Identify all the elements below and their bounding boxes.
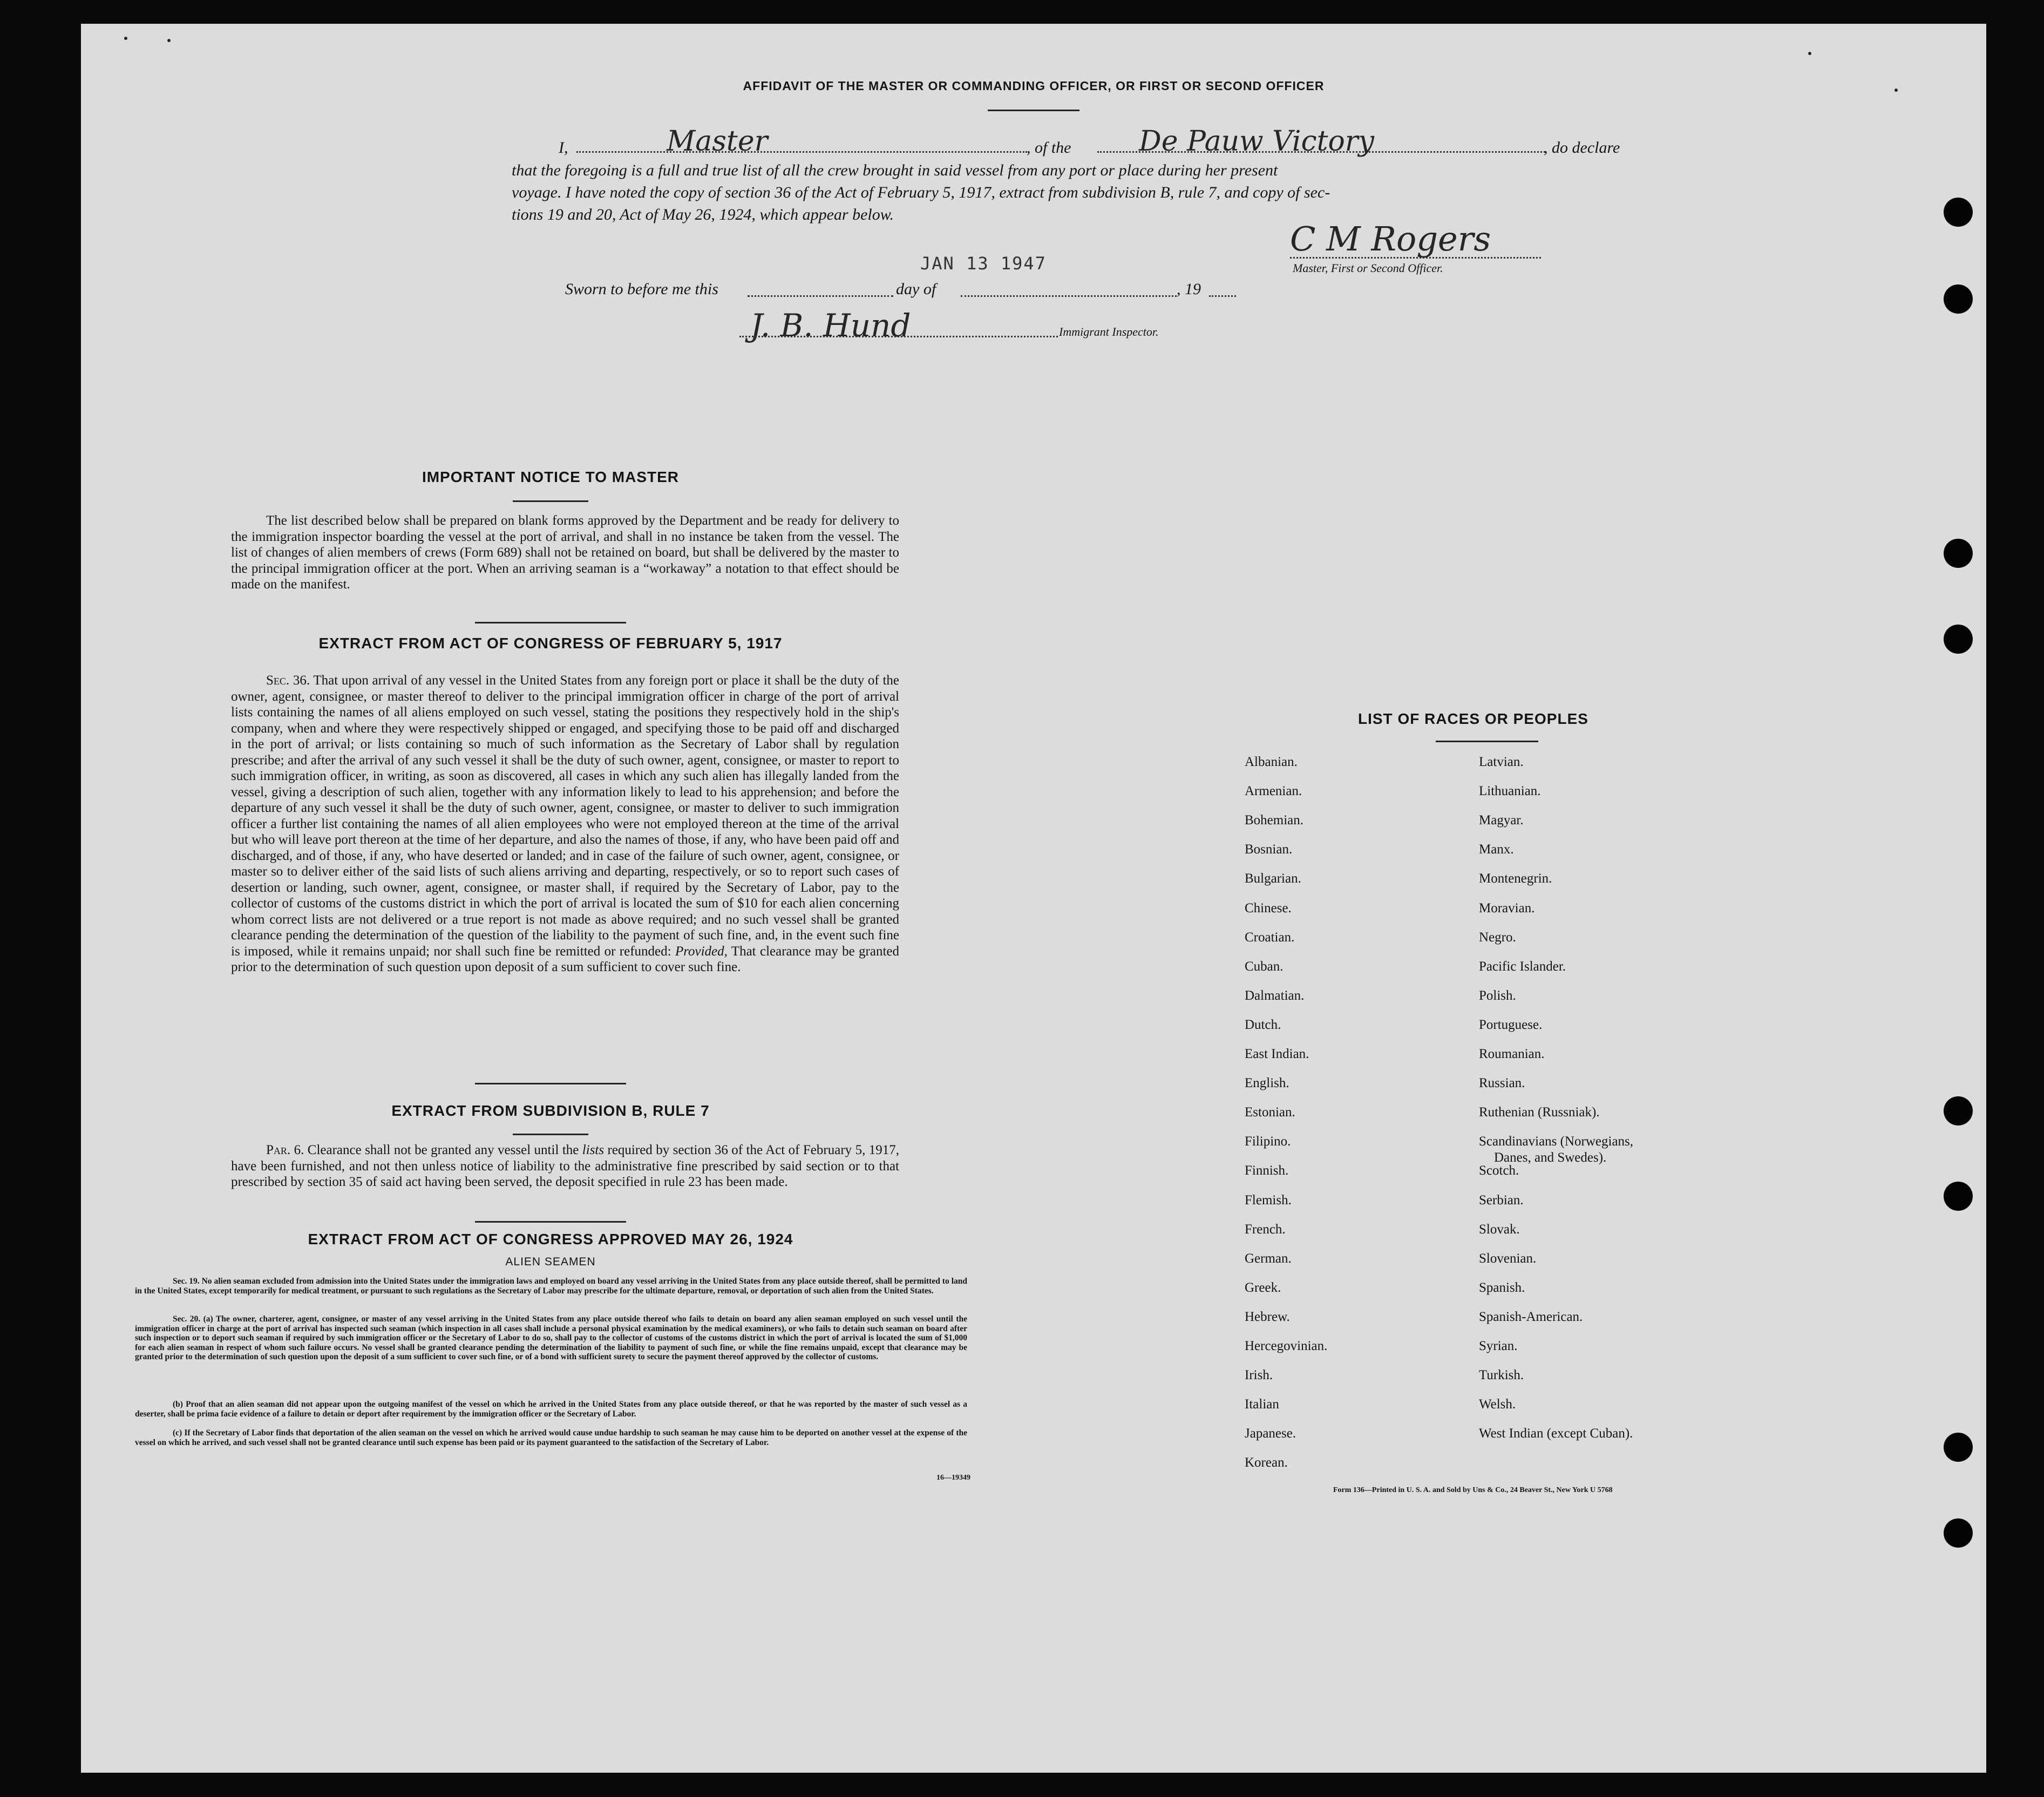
inspector-blank — [739, 336, 1058, 337]
race-item: Armenian. — [1245, 784, 1302, 799]
punch-hole — [1944, 1096, 1973, 1125]
race-item: Bosnian. — [1245, 842, 1293, 857]
form-number: 16—19349 — [936, 1474, 970, 1482]
alien-seamen-subtitle: ALIEN SEAMEN — [505, 1256, 596, 1268]
affidavit-do-declare: , do declare — [1544, 139, 1620, 157]
race-item: Moravian. — [1479, 900, 1535, 916]
race-item: Negro. — [1479, 930, 1516, 945]
race-item: Dalmatian. — [1245, 988, 1305, 1003]
sworn-text: Sworn to before me this — [565, 280, 718, 298]
race-item: Manx. — [1479, 842, 1514, 857]
race-item: Albanian. — [1245, 755, 1298, 769]
sec-20b-text: (b) Proof that an alien seaman did not appear upon the outgoing manifest of the vessel on which he arrived in the United States from any place outside thereof, or that he was reported by the master of such vessel as a deserter, shall be prima facie evidence of a failure to detain or deport after requirement by the immigration officer or the Secretary of Labor. — [135, 1400, 967, 1419]
rule7-rule — [513, 1134, 588, 1135]
sworn-year: , 19 — [1177, 280, 1201, 298]
race-item: Cuban. — [1245, 959, 1284, 974]
race-item: Japanese. — [1245, 1426, 1296, 1441]
punch-hole — [1944, 539, 1973, 568]
par-6-text-a: Clearance shall not be granted any vessel until the — [307, 1143, 579, 1157]
rule7-text — [231, 1142, 899, 1190]
race-item: Scotch. — [1479, 1163, 1519, 1178]
punch-hole — [1944, 1182, 1973, 1211]
notice-text — [231, 513, 899, 593]
name-blank — [576, 151, 1027, 153]
sec-20c-text: (c) If the Secretary of Labor finds that deportation of the alien seaman on the vessel on which he arrived would cause undue hardship to such seaman he may cause him to be deported on another vessel at the expense of the vessel on which he arrived, and such vessel shall not be granted clearance until such expense has been paid or its payment guaranteed to the satisfaction of the Secretary of Labor. — [135, 1428, 967, 1447]
punch-hole — [1944, 1518, 1973, 1548]
affidavit-body-1: that the foregoing is a full and true list of all the crew brought in said vessel from any port or place during her present — [512, 161, 1278, 179]
notice-end-rule — [475, 622, 626, 623]
affidavit-body-2: voyage. I have noted the copy of section 36 of the Act of February 5, 1917, extract from subdivision B, rule 7, and copy of sec- — [512, 184, 1330, 201]
race-item: Hercegovinian. — [1245, 1339, 1328, 1353]
race-item: Spanish-American. — [1479, 1309, 1583, 1324]
race-item: Scandinavians (Norwegians, — [1479, 1134, 1634, 1149]
extract-1917-text — [231, 673, 899, 975]
sec-20a-text: Sec. 20. (a) The owner, charterer, agent, consignee, or master of any vessel arriving in the United States from any place outside thereof who fails to detain on board any alien seaman employed on such vessel until the immigration officer in charge at the port of arrival has inspected such seaman (which inspection in all cases shall include a personal physical examination by the medical examiners), or who fails to detain such seaman on board after such inspection or to deport such seaman if required by such immigration officer or the Secretary of Labor to do so, shall pay to the collector of customs of the customs district in which the port of arrival is located the sum of $1,000 for each alien seaman in respect of whom such failure occurs. No vessel shall be granted clearance pending the determination of the liability to payment of such fine, or while the fine remains unpaid, except that clearance may be granted prior to the determination of such question upon the deposit of a sum sufficient to cover such fine, or of a bond with sufficient surety to secure the payment thereof approved by the collector of customs. — [135, 1314, 967, 1362]
sec-36-body: That upon arrival of any vessel in the United States from any foreign port or place it shall be the duty of the owner, agent, consignee, or master thereof to deliver to the principal immigration officer in charge of the port of arrival lists containing the names of all aliens employed on such vessel, stating the positions they respectively hold in the ship's company, when and where they were respectively shipped or engaged, and specifying those to be paid off and discharged in the port of arrival; or lists containing so much of such information as the Secretary of Labor shall by regulation prescribe; and after the arrival of any such vessel it shall be the duty of such owner, agent, consignee, or master to report to such immigration officer, in writing, as soon as discovered, all cases in which any such alien has illegally landed from the vessel, giving a description of such alien, together with any information likely to lead to his apprehension; and before the departure of any such vessel it shall be the duty of such owner, agent, consignee, or master to deliver to such immigration officer a further list containing the names of all alien employees who were not employed thereon at the time of the arrival but who will leave port thereon at the time of her departure, and also the names of those, if any, who have been paid off and discharged, and of those, if any, who have deserted or landed; and in case of the failure of such owner, agent, consignee, or master so to deliver either of the said lists of such aliens arriving and departing, respectively, or so to report such cases of desertion or landing, such owner, agent, consignee, or master shall, if required by the Secretary of Labor, pay to the collector of customs of the customs district in which the port of arrival is located the sum of $10 for each alien concerning whom correct lists are not delivered or a true report is not made as above required; and no such vessel shall be granted clearance pending the determination of the question of the liability to the payment of such fine, and, in the event such fine is imposed, while it remains unpaid; nor shall such fine be remitted or refunded: — [231, 673, 899, 959]
race-item: Syrian. — [1479, 1339, 1518, 1353]
punch-hole — [1944, 625, 1973, 654]
race-item: Spanish. — [1479, 1280, 1525, 1295]
race-item: East Indian. — [1245, 1047, 1309, 1061]
signature-label: Master, First or Second Officer. — [1293, 261, 1443, 275]
sec-19-text: Sec. 19. No alien seaman excluded from admission into the United States under the immigration laws and employed on board any vessel arriving in the United States from any place outside thereof, shall be permitted to land in the United States, except temporarily for medical treatment, or pursuant to such regulations as the Secretary of Labor may prescribe for the ultimate departure, removal, or deportation of such alien from the United States. — [135, 1277, 967, 1296]
affidavit-title: AFFIDAVIT OF THE MASTER OR COMMANDING OFFICER, OR FIRST OR SECOND OFFICER — [743, 79, 1325, 93]
race-item: German. — [1245, 1251, 1292, 1266]
race-item: Lithuanian. — [1479, 784, 1541, 799]
race-item: Dutch. — [1245, 1017, 1281, 1032]
race-item: Magyar. — [1479, 813, 1524, 828]
lists-word: lists — [582, 1143, 605, 1157]
signature-blank — [1290, 257, 1541, 259]
title-rule — [988, 110, 1079, 111]
race-item: Greek. — [1245, 1280, 1281, 1295]
vessel-handwriting: De Pauw Victory — [1139, 125, 1375, 158]
race-item: Welsh. — [1479, 1397, 1516, 1412]
race-item: Ruthenian (Russniak). — [1479, 1105, 1600, 1120]
year-blank — [1209, 295, 1236, 297]
race-item: Hebrew. — [1245, 1309, 1290, 1324]
races-rule — [1436, 741, 1538, 742]
race-item: Russian. — [1479, 1076, 1525, 1091]
document-page — [81, 24, 1986, 1773]
notice-rule — [513, 500, 588, 502]
notice-title: IMPORTANT NOTICE TO MASTER — [422, 469, 680, 485]
day-blank — [748, 295, 893, 297]
race-item: Chinese. — [1245, 900, 1292, 916]
master-handwriting: Master — [667, 125, 768, 158]
rule7-title: EXTRACT FROM SUBDIVISION B, RULE 7 — [391, 1102, 710, 1119]
inspector-label: Immigrant Inspector. — [1059, 325, 1159, 338]
sworn-day-of: day of — [896, 280, 936, 298]
races-title: LIST OF RACES OR PEOPLES — [1358, 710, 1588, 727]
race-item: Estonian. — [1245, 1105, 1295, 1120]
race-item: Montenegrin. — [1479, 871, 1552, 886]
race-item: Polish. — [1479, 988, 1516, 1003]
paper-speck — [167, 39, 171, 42]
sec-36-body-end: That clearance may be granted prior to the determination of such question upon deposit of a sum sufficient to cover such fine. — [231, 944, 899, 974]
race-item: Turkish. — [1479, 1368, 1524, 1383]
par-6-text-b: required by section 36 of the Act of February 5, 1917, have been furnished, and not then unless notice of liability to the administrative fine prescribed by said section or to that prescribed by section 35 of said act having been served, the deposit specified in rule 23 has been made. — [231, 1143, 899, 1189]
act-1924-title: EXTRACT FROM ACT OF CONGRESS APPROVED MAY 26, 1924 — [308, 1231, 793, 1247]
extract-1917-end-rule — [475, 1083, 626, 1084]
race-item: Latvian. — [1479, 755, 1524, 769]
affidavit-of-the: , of the — [1027, 139, 1071, 157]
race-item: Serbian. — [1479, 1192, 1524, 1208]
race-item: Flemish. — [1245, 1192, 1292, 1208]
race-item: Slovak. — [1479, 1222, 1520, 1237]
sec-36-label: Sec. 36. — [266, 673, 310, 688]
extract-1917-title: EXTRACT FROM ACT OF CONGRESS OF FEBRUARY 5, 1917 — [318, 635, 783, 652]
master-signature: C M Rogers — [1290, 219, 1491, 259]
inspector-signature: J. B. Hund — [750, 307, 911, 344]
affidavit-body-3: tions 19 and 20, Act of May 26, 1924, which appear below. — [512, 206, 894, 223]
par-6-label: Par. 6. — [266, 1143, 304, 1157]
race-item: Slovenian. — [1479, 1251, 1537, 1266]
paper-speck — [124, 37, 127, 40]
race-item: West Indian (except Cuban). — [1479, 1426, 1633, 1441]
race-item: Korean. — [1245, 1455, 1288, 1470]
race-item: Bulgarian. — [1245, 871, 1301, 886]
race-item: French. — [1245, 1222, 1286, 1237]
printer-line: Form 136—Printed in U. S. A. and Sold by Uns & Co., 24 Beaver St., New York U 5768 — [1333, 1486, 1613, 1494]
race-item: Italian — [1245, 1397, 1279, 1412]
affidavit-i: I, — [559, 139, 568, 157]
race-item: Pacific Islander. — [1479, 959, 1566, 974]
race-item: Portuguese. — [1479, 1017, 1543, 1032]
rule7-end-rule — [475, 1221, 626, 1223]
race-item: Bohemian. — [1245, 813, 1304, 828]
race-item: Irish. — [1245, 1368, 1273, 1383]
punch-hole — [1944, 1433, 1973, 1462]
race-item: Finnish. — [1245, 1163, 1289, 1178]
date-stamp: JAN 13 1947 — [920, 253, 1047, 274]
provided-label: Provided, — [675, 944, 728, 959]
paper-speck — [1808, 52, 1811, 55]
race-item: English. — [1245, 1076, 1289, 1091]
punch-hole — [1944, 198, 1973, 227]
race-item: Danes, and Swedes). — [1494, 1150, 1607, 1165]
month-blank — [961, 295, 1177, 297]
punch-hole — [1944, 284, 1973, 314]
notice-body: The list described below shall be prepared on blank forms approved by the Department and be ready for delivery to the immigration inspector boarding the vessel at the port of arrival, and shall in no instance be taken from the vessel. The list of changes of alien members of crews (Form 689) shall not be retained on board, but shall be delivered by the master to the principal immigration officer at the port. When an arriving seaman is a “workaway” a notation to that effect should be made on the manifest. — [231, 513, 899, 592]
race-item: Filipino. — [1245, 1134, 1291, 1149]
race-item: Roumanian. — [1479, 1047, 1545, 1061]
race-item: Croatian. — [1245, 930, 1295, 945]
